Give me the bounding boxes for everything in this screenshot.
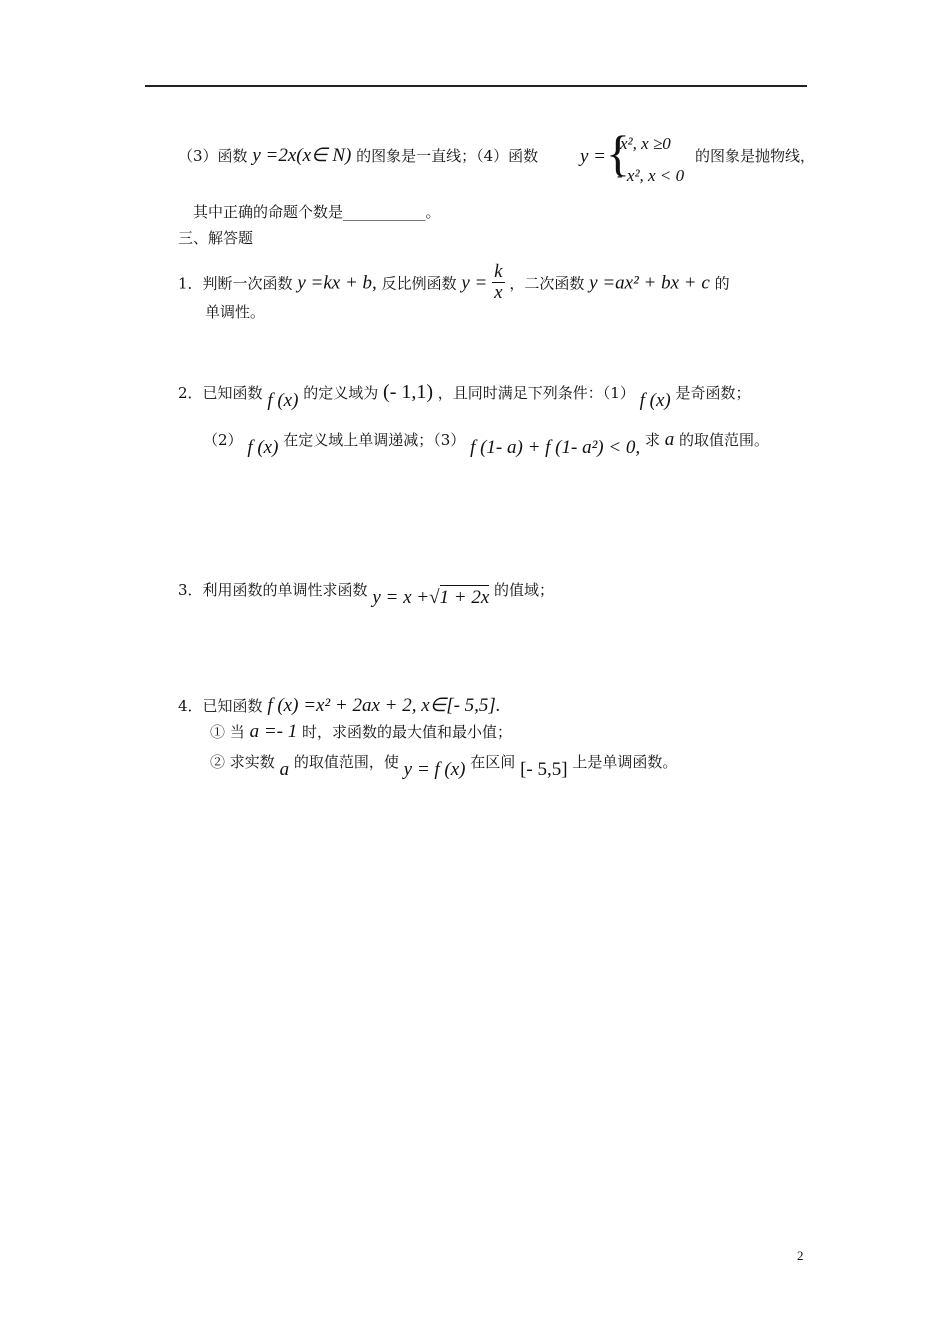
q2-cond3-tail-b: 的取值范围。 (679, 431, 770, 449)
q2-cond2-text: 在定义域上单调递减；（3） (283, 431, 466, 449)
q4-sub2-interval: [- 5,5] (520, 759, 568, 780)
header-rule (145, 85, 807, 87)
q4-text-a: 4．已知函数 (178, 697, 263, 715)
question-1 (178, 261, 730, 305)
q2-text-c: ，且同时满足下列条件：（1） (437, 384, 635, 402)
p3-after: 的图象是抛物线， (695, 147, 816, 165)
q1-math-a: y =kx + b, (297, 272, 377, 294)
page-number: 2 (797, 1248, 804, 1263)
count-line: 其中正确的命题个数是___________。 (193, 203, 441, 221)
p3-math: y =2x(x∈ N) (252, 145, 352, 166)
piecewise-brace: { (606, 125, 630, 181)
q1-text-b: 反比例函数 (381, 274, 457, 293)
section-heading: 三、解答题 (178, 229, 254, 247)
q3-text-a: 3．利用函数的单调性求函数 (178, 581, 368, 599)
question-2-conditions (203, 429, 770, 458)
q4-sub1-math: a =- 1 (249, 721, 298, 742)
q2-cond2-label: （2） (203, 431, 243, 449)
q2-fx-3: f (x) (247, 437, 279, 458)
q4-sub1-text: 时，求函数的最大值和最小值； (302, 723, 513, 741)
question-4 (178, 696, 501, 716)
proposition-3-4 (178, 146, 538, 166)
q3-math-a: y = x + (372, 587, 430, 608)
p3-label: （3）函数 (178, 147, 248, 165)
q1-fraction (492, 262, 504, 303)
q4-sub2-a: a (279, 759, 290, 780)
q3-text-b: 的值域； (494, 581, 555, 599)
q2-fx: f (x) (267, 390, 299, 411)
q4-sub2-text-c: 上是单调函数。 (572, 753, 678, 771)
q1-text-d: 的 (714, 274, 730, 293)
q1-line-2: 单调性。 (205, 303, 266, 321)
q4-sub-2 (210, 752, 678, 780)
q2-fx-2: f (x) (639, 390, 671, 411)
q1-text-c: ，二次函数 (509, 274, 585, 293)
q2-text-d: 是奇函数； (675, 384, 751, 402)
q4-sub2-label: ② 求实数 (210, 753, 275, 771)
q1-frac-num: k (494, 261, 503, 282)
q3-math (372, 587, 494, 608)
q1-frac-den: x (494, 282, 503, 303)
q1-math-c: y =ax² + bx + c (589, 272, 710, 294)
sqrt-sign: √ (429, 587, 440, 608)
q3-sqrt-arg: 1 + 2x (439, 587, 490, 608)
p3-tail: 的图象是一直线；（4）函数 (356, 147, 539, 165)
q2-text-a: 2．已知函数 (178, 384, 263, 402)
q2-cond3-tail-a: 求 (644, 431, 660, 449)
q2-cond3-math: f (1- a) + f (1- a²) < 0, (470, 437, 641, 458)
q2-interval: (- 1,1) (383, 381, 434, 403)
q4-sub2-math: y = f (x) (403, 759, 466, 780)
q4-sub2-text-b: 在区间 (470, 753, 516, 771)
q2-a-var: a (664, 429, 675, 450)
piecewise-case-2: - x², x < 0 (617, 166, 685, 185)
piecewise-y-eq: y = (580, 146, 607, 167)
q1-math-b: y = (461, 272, 488, 294)
q1-text-a: 1．判断一次函数 (178, 274, 293, 293)
q4-sub1-label: ① 当 (210, 723, 245, 741)
question-3 (178, 580, 555, 608)
q4-sub2-text-a: 的取值范围，使 (293, 753, 399, 771)
question-2 (178, 381, 751, 411)
q4-math-a: f (x) =x² + 2ax + 2, x∈[- 5,5]. (267, 695, 501, 716)
q2-text-b: 的定义域为 (303, 384, 379, 402)
piecewise-case-1: x², x ≥0 (620, 134, 671, 153)
q4-sub-1 (210, 722, 512, 742)
